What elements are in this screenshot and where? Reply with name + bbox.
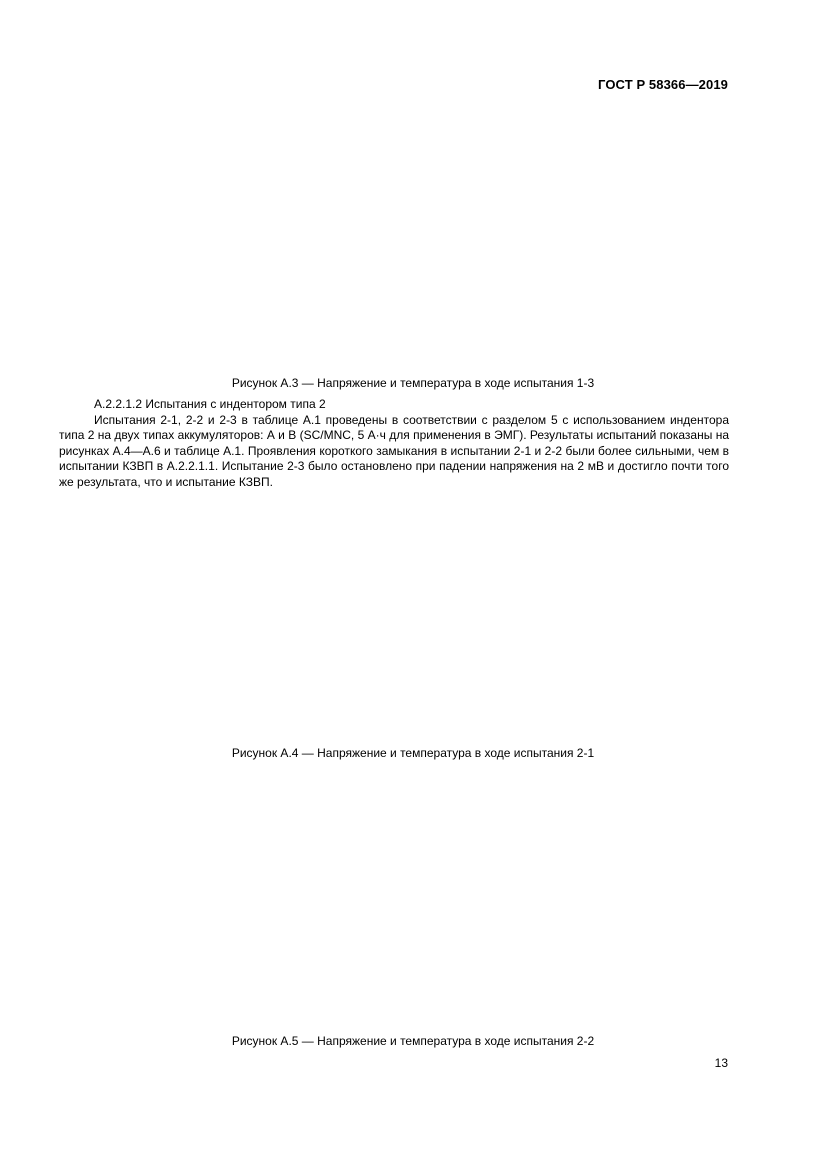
section-paragraph: Испытания 2-1, 2-2 и 2-3 в таблице А.1 проведены в соответствии с разделом 5 с использованием индентора типа 2 на двух типах аккумуляторов: А и В (SC/MNC, 5 А·ч для применения в ЭМГ). Результаты испытаний показаны на рисунках А.4—А.6 и таблице А.1. Проявления короткого замыкания в испытании 2-1 и 2-2 были более сильными, чем в испытании КЗВП в А.2.2.1.1. Испытание 2-3 было остановлено при падении напряжения на 2 мВ и достигло почти того же результата, что и испытание КЗВП.: [59, 412, 729, 489]
figure-a3-area: [59, 110, 729, 365]
section-heading: А.2.2.1.2 Испытания с индентором типа 2: [94, 397, 326, 411]
document-code: ГОСТ Р 58366—2019: [598, 77, 728, 92]
figure-a4-caption: Рисунок А.4 — Напряжение и температура в ходе испытания 2-1: [231, 746, 595, 760]
figure-a3-caption: Рисунок А.3 — Напряжение и температура в ходе испытания 1-3: [231, 376, 595, 390]
figure-a5-area: [59, 770, 729, 1025]
page-number: 13: [714, 1056, 728, 1070]
figure-a4-area: [59, 505, 729, 735]
figure-a5-caption: Рисунок А.5 — Напряжение и температура в ходе испытания 2-2: [231, 1034, 595, 1048]
section-body: [59, 397, 729, 491]
